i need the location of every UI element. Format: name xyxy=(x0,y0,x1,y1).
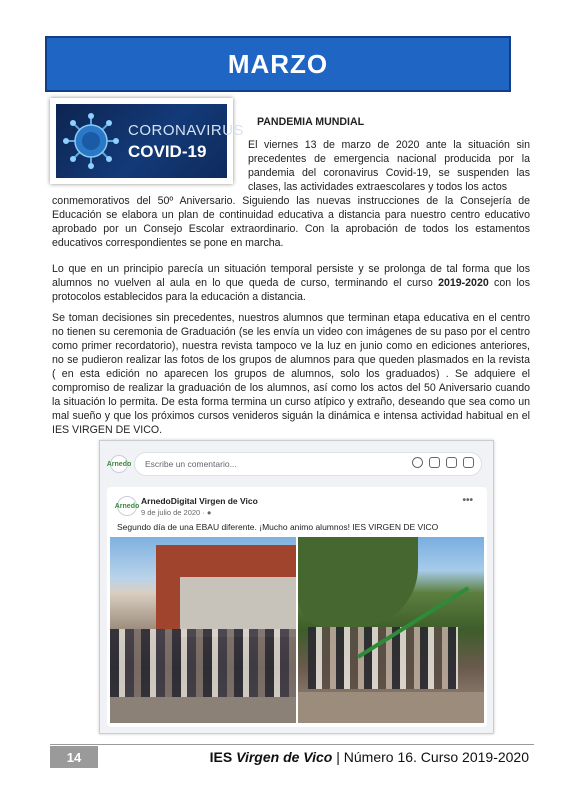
building-wall xyxy=(180,577,296,637)
article-heading: PANDEMIA MUNDIAL xyxy=(257,116,365,128)
paragraph-2-course: 2019-2020 xyxy=(438,277,489,289)
month-banner xyxy=(45,36,511,92)
month-title: MARZO xyxy=(227,48,329,79)
paragraph-3: Se toman decisiones sin precedentes, nuestros alumnos que terminan etapa educativa en el centro no tienen su ceremonia de Graduación (se les envía un video con imágenes de su paso por el centro como primer recordatorio), nuestra revista tampoco ve la luz en junio como en ediciones anteriores, no se pudieron realizar las fotos de los grupos de alumnos para que queden plasmados en la revista ( en esta edición no aparecen los grupos de alumnos, solo los graduados) . Se adquiere el compromiso de realizar la graduación de los alumnos, así como los actos del 50 Aniversario cuando la situación lo permita. De esta forma termina un curso atípico y extraño, deseando que sea como un mal sueño y que los próximos cursos venideros siguán la dinámica e intensa actividad habitual en el IES VIRGEN DE VICO. xyxy=(52,312,530,436)
paragraph-1-bottom: conmemorativos del 50º Aniversario. Siguiendo las nuevas instrucciones de la Consejería de Educación se elabora un plan de continuidad educativa a distancia para nuestro centro educativo aprobado por un Consejo Escolar extraordinario. Con la aprobación de todos los estamentos educativos correspondientes se pone en marcha. xyxy=(52,195,530,249)
publication-name-a: IES xyxy=(209,749,237,765)
image-caption-coronavirus: CORONAVIRUS xyxy=(128,122,245,139)
comment-input[interactable]: Escribe un comentario... xyxy=(134,452,482,476)
students-photo-right[interactable] xyxy=(298,537,484,723)
comment-tools xyxy=(412,457,474,468)
coronavirus-image xyxy=(56,104,245,178)
students-group-right xyxy=(308,627,458,689)
globe-icon: ● xyxy=(206,508,212,517)
post-date[interactable] xyxy=(141,508,211,517)
coronavirus-image-frame xyxy=(50,98,245,184)
publication-footer xyxy=(210,749,529,765)
avatar: Arnedo xyxy=(110,455,128,473)
post-avatar[interactable]: Arnedo xyxy=(117,496,137,516)
sticker-icon[interactable] xyxy=(463,457,474,468)
issue-info: | Número 16. Curso 2019-2020 xyxy=(332,749,529,765)
emoji-icon[interactable] xyxy=(412,457,423,468)
post-date-text: 9 de julio de 2020 · xyxy=(141,508,207,517)
paragraph-2-text-a: Lo que en un principio parecía un situación temporal persiste y se prolonga de tal forma que los alumnos no vuelven al aula en lo que queda de curso, terminando el curso xyxy=(52,263,530,289)
ground xyxy=(298,692,484,723)
gif-icon[interactable] xyxy=(446,457,457,468)
post-author[interactable]: ArnedoDigital Virgen de Vico xyxy=(141,496,258,506)
post-text: Segundo día de una EBAU diferente. ¡Mucho animo alumnos! IES VIRGEN DE VICO xyxy=(117,522,439,532)
facebook-post-screenshot xyxy=(99,440,494,734)
publication-name-b: Virgen de Vico xyxy=(236,749,333,765)
camera-icon[interactable] xyxy=(429,457,440,468)
comment-bar xyxy=(106,452,482,478)
page-number: 14 xyxy=(50,746,98,768)
more-options-icon[interactable]: ••• xyxy=(462,495,473,506)
pavement xyxy=(110,697,296,723)
paragraph-2-text-b: con los protocolos establecidos para la educación a distancia. xyxy=(52,277,530,303)
paragraph-2 xyxy=(52,262,530,304)
footer-divider xyxy=(50,744,534,745)
paragraph-1-top: El viernes 13 de marzo de 2020 ante la situación sin precedentes de emergencia nacional producida por la pandemia del coronavirus Covid-19, se suspenden las clases, las actividades extraescolares y todos los actos xyxy=(248,139,530,193)
students-photo-left[interactable] xyxy=(110,537,296,723)
virus-icon xyxy=(56,104,126,178)
post-card xyxy=(107,487,487,727)
image-caption-covid: COVID-19 xyxy=(128,142,207,161)
students-group xyxy=(110,629,296,699)
tree-canopy xyxy=(298,537,418,627)
